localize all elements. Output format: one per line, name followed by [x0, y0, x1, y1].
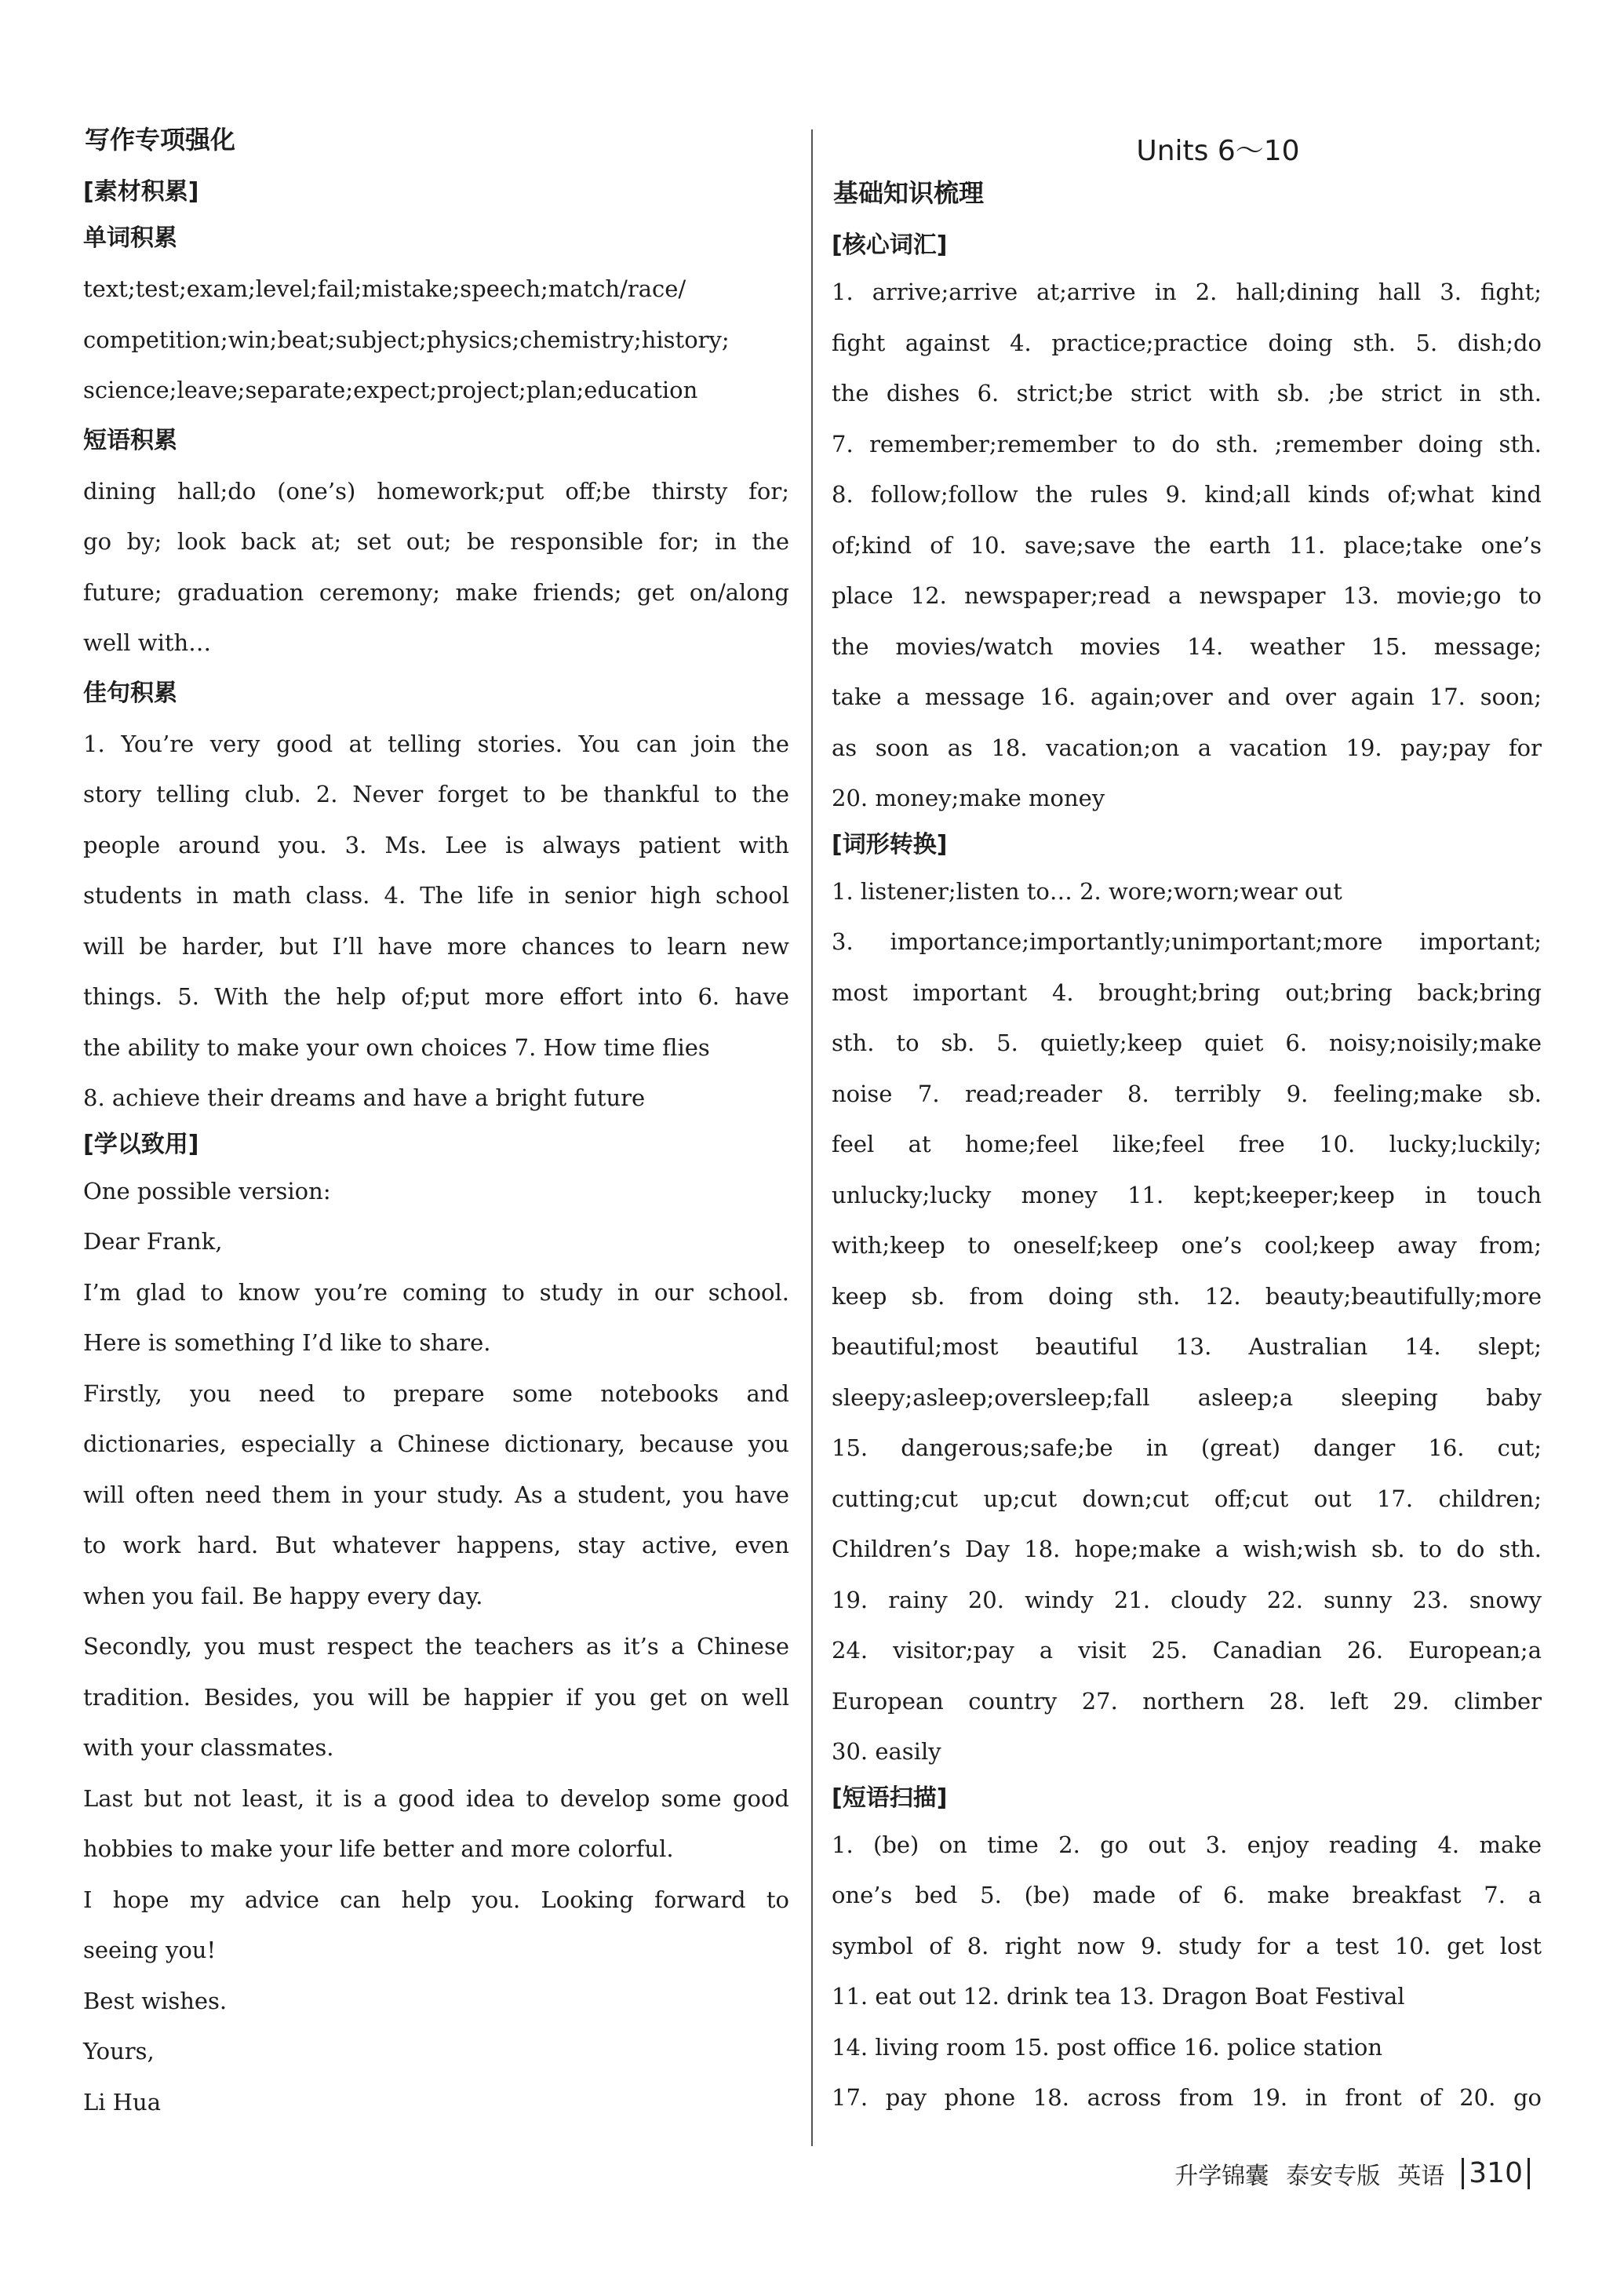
text-line: with;keep to oneself;keep one’s cool;keep away from; — [832, 1232, 1542, 1259]
text-line: 30. easily — [832, 1738, 941, 1765]
text-line: 1. (be) on time 2. go out 3. enjoy reading 4. make — [832, 1831, 1542, 1858]
text-line: 19. rainy 20. windy 21. cloudy 22. sunny 23. snowy — [832, 1586, 1542, 1613]
text-line: 1. You’re very good at telling stories. You can join the — [83, 730, 789, 757]
word-forms-block — [832, 866, 1542, 1777]
phrases-heading: 短语积累 — [83, 426, 177, 454]
letter-line: One possible version: — [83, 1177, 331, 1204]
basics-heading: 基础知识梳理 — [833, 178, 985, 208]
text-line: noise 7. read;reader 8. terribly 9. feeling;make sb. — [832, 1080, 1542, 1107]
text-line: story telling club. 2. Never forget to be thankful to the — [83, 781, 789, 807]
sample-letter — [83, 1166, 789, 2128]
phrase-scan-block — [832, 1820, 1542, 2123]
left-column — [83, 118, 789, 2127]
letter-line: I’m glad to know you’re coming to study in our school. — [83, 1278, 789, 1306]
letter-line: Best wishes. — [83, 1987, 228, 2014]
letter-line: Yours, — [83, 2038, 155, 2065]
column-divider — [811, 129, 813, 2146]
text-line: students in math class. 4. The life in senior high school — [83, 882, 789, 909]
word-forms-heading: [词形转换] — [832, 830, 948, 858]
text-line: 7. remember;remember to do sth. ;remember doing sth. — [832, 430, 1542, 457]
text-line: cutting;cut up;cut down;cut off;cut out 17. children; — [832, 1485, 1542, 1512]
material-heading: [素材积累] — [83, 178, 199, 206]
sentences-heading: 佳句积累 — [83, 679, 177, 707]
text-line: text;test;exam;level;fail;mistake;speech;match/race/ — [83, 275, 686, 302]
text-line: dining hall;do (one’s) homework;put off;be thirsty for; — [83, 477, 789, 505]
text-line: 11. eat out 12. drink tea 13. Dragon Boat Festival — [832, 1983, 1405, 2010]
text-line: beautiful;most beautiful 13. Australian 14. slept; — [832, 1333, 1542, 1360]
text-line: place 12. newspaper;read a newspaper 13. movie;go to — [832, 582, 1542, 609]
text-line: 3. importance;importantly;unimportant;more important; — [832, 928, 1542, 955]
text-line: fight against 4. practice;practice doing sth. 5. dish;do — [832, 329, 1542, 356]
letter-line: seeing you! — [83, 1937, 217, 1963]
page-number: 310 — [1462, 2158, 1530, 2189]
text-line: 20. money;make money — [832, 785, 1105, 811]
text-line: the ability to make your own choices 7. How time flies — [83, 1033, 710, 1061]
letter-line: when you fail. Be happy every day. — [83, 1582, 483, 1609]
core-vocab-heading: [核心词汇] — [832, 231, 948, 259]
book-name: 升学锦囊 — [1174, 2163, 1269, 2190]
text-line: people around you. 3. Ms. Lee is always patient with — [83, 831, 789, 858]
text-line: as soon as 18. vacation;on a vacation 19. pay;pay for — [832, 734, 1542, 761]
letter-line: Li Hua — [83, 2088, 162, 2116]
text-line: keep sb. from doing sth. 12. beauty;beautifully;more — [832, 1282, 1542, 1310]
text-line: will be harder, but I’ll have more chances to learn new — [83, 932, 789, 960]
units-title: Units 6～10 — [1136, 135, 1300, 167]
sentences-block — [83, 719, 789, 1124]
text-line: symbol of 8. right now 9. study for a test 10. get lost — [832, 1932, 1542, 1959]
letter-line: Last but not least, it is a good idea to develop some good — [83, 1784, 789, 1812]
text-line: Children’s Day 18. hope;make a wish;wish sb. to do sth. — [832, 1536, 1542, 1562]
writing-section-title: 写作专项强化 — [85, 125, 236, 155]
letter-line: Secondly, you must respect the teachers as it’s a Chinese — [83, 1633, 789, 1660]
text-line: sth. to sb. 5. quietly;keep quiet 6. noisy;noisily;make — [832, 1030, 1542, 1056]
page-footer — [1174, 2156, 1530, 2191]
text-line: science;leave;separate;expect;project;plan;education — [83, 377, 698, 403]
text-line: well with… — [83, 629, 212, 656]
text-line: 8. follow;follow the rules 9. kind;all kinds of;what kind — [832, 481, 1542, 508]
letter-line: dictionaries, especially a Chinese dictionary, because you — [83, 1430, 789, 1457]
text-line: go by; look back at; set out; be responsible for; in the — [83, 528, 789, 555]
text-line: competition;win;beat;subject;physics;chemistry;history; — [83, 326, 730, 353]
text-line: 1. listener;listen to… 2. wore;worn;wear out — [832, 877, 1342, 905]
letter-line: Here is something I’d like to share. — [83, 1329, 491, 1356]
phrases-block — [83, 466, 789, 669]
text-line: the movies/watch movies 14. weather 15. message; — [832, 632, 1542, 660]
text-line: 15. dangerous;safe;be in (great) danger 16. cut; — [832, 1434, 1542, 1461]
text-line: 14. living room 15. post office 16. police station — [832, 2033, 1383, 2061]
text-line: sleepy;asleep;oversleep;fall asleep;a sleeping baby — [832, 1383, 1542, 1411]
letter-line: tradition. Besides, you will be happier if you get on well — [83, 1683, 789, 1711]
edition-name: 泰安专版 — [1286, 2163, 1381, 2190]
phrase-scan-heading: [短语扫描] — [832, 1784, 948, 1812]
text-line: one’s bed 5. (be) made of 6. make breakfast 7. a — [832, 1882, 1542, 1908]
text-line: most important 4. brought;bring out;bring back;bring — [832, 979, 1542, 1006]
words-block — [83, 264, 789, 416]
text-line: 8. achieve their dreams and have a bright future — [83, 1084, 646, 1111]
text-line: future; graduation ceremony; make friends; get on/along — [83, 578, 789, 606]
letter-line: will often need them in your study. As a student, you have — [83, 1481, 789, 1508]
letter-line: with your classmates. — [83, 1734, 334, 1761]
subject-name: 英语 — [1397, 2163, 1445, 2190]
text-line: 17. pay phone 18. across from 19. in front of 20. go — [832, 2084, 1542, 2111]
text-line: things. 5. With the help of;put more effort into 6. have — [83, 983, 789, 1010]
text-line: of;kind of 10. save;save the earth 11. place;take one’s — [832, 531, 1542, 559]
text-line: European country 27. northern 28. left 29. climber — [832, 1687, 1542, 1715]
words-heading: 单词积累 — [83, 224, 177, 252]
letter-line: to work hard. But whatever happens, stay active, even — [83, 1532, 789, 1558]
letter-line: Firstly, you need to prepare some notebooks and — [83, 1379, 789, 1407]
text-line: feel at home;feel like;feel free 10. lucky;luckily; — [832, 1131, 1542, 1157]
apply-heading: [学以致用] — [83, 1130, 199, 1158]
right-column — [832, 118, 1542, 2123]
text-line: 24. visitor;pay a visit 25. Canadian 26. European;a — [832, 1637, 1542, 1664]
core-vocab-block — [832, 267, 1542, 824]
text-line: the dishes 6. strict;be strict with sb. ;be strict in sth. — [832, 380, 1542, 406]
letter-line: Dear Frank, — [83, 1228, 223, 1255]
text-line: unlucky;lucky money 11. kept;keeper;keep in touch — [832, 1181, 1542, 1208]
text-line: 1. arrive;arrive at;arrive in 2. hall;dining hall 3. fight; — [832, 279, 1542, 305]
text-line: take a message 16. again;over and over again 17. soon; — [832, 683, 1542, 710]
letter-line: I hope my advice can help you. Looking forward to — [83, 1886, 789, 1913]
letter-line: hobbies to make your life better and more colorful. — [83, 1835, 674, 1862]
